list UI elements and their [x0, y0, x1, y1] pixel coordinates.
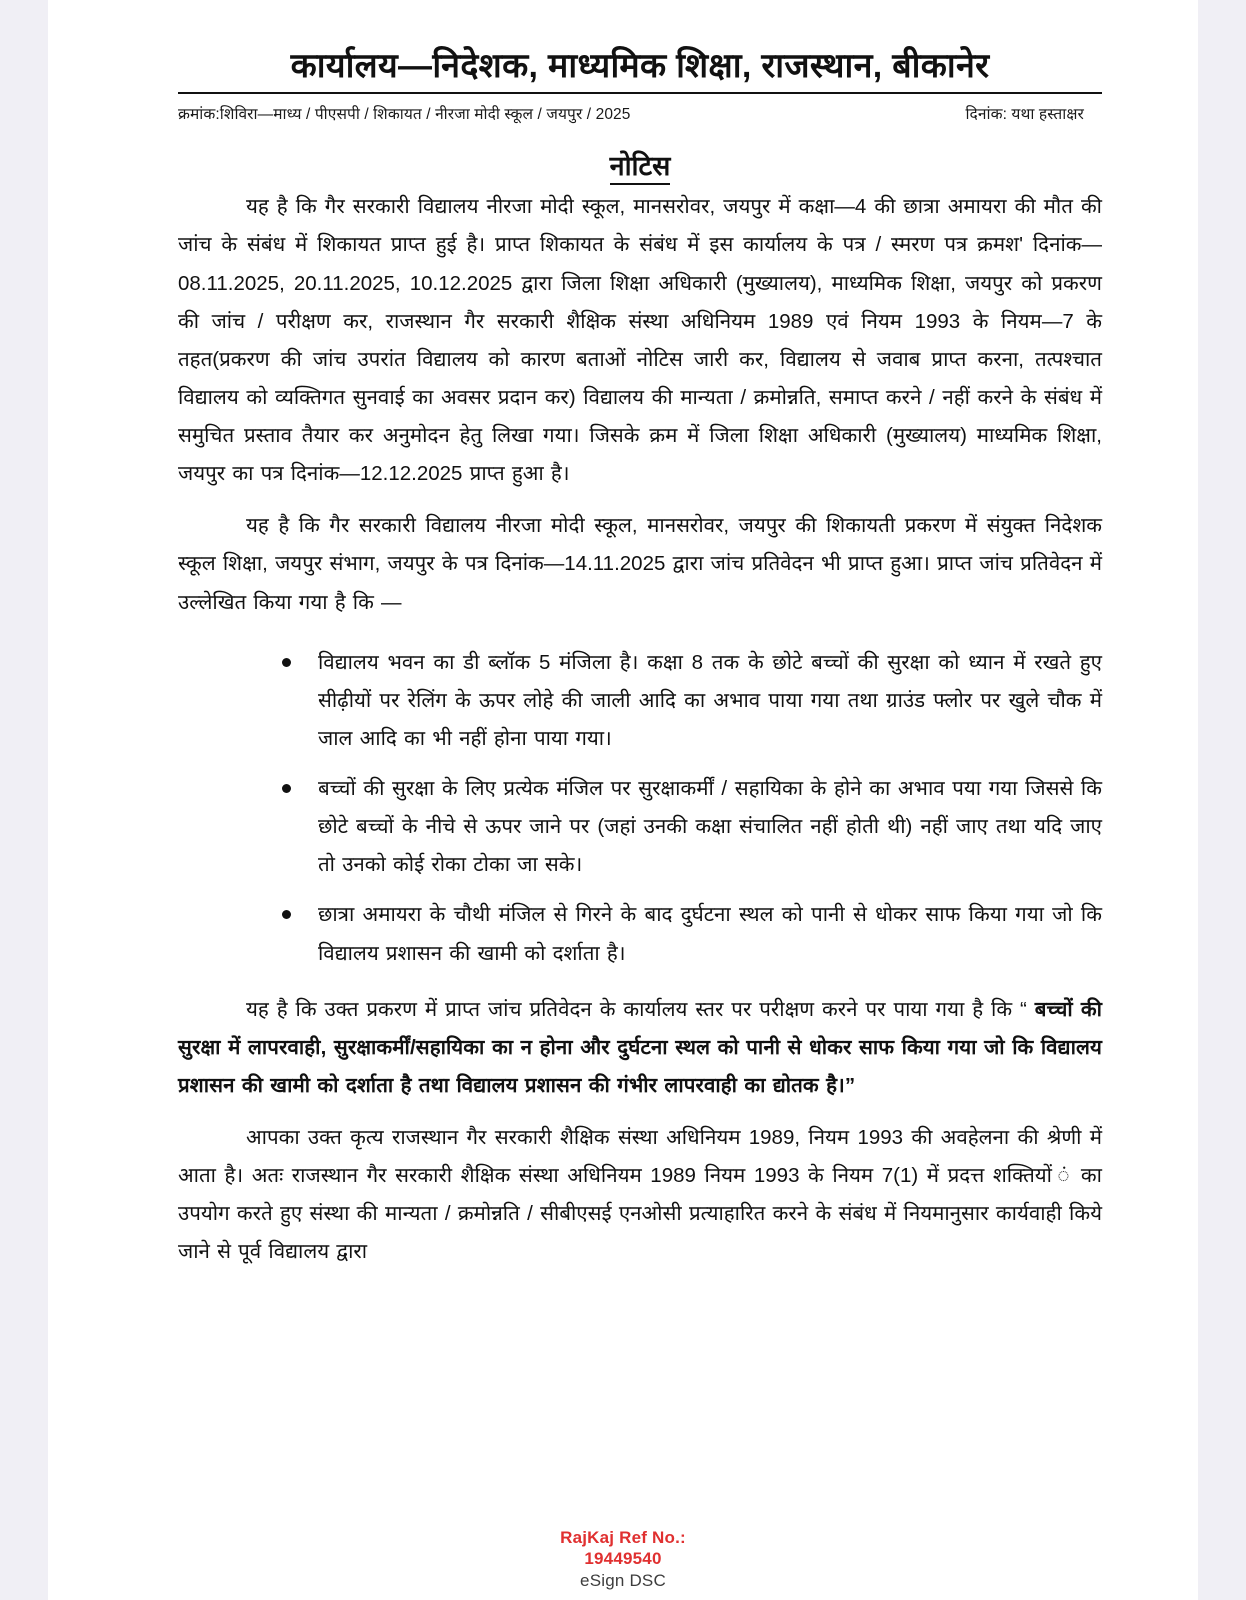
paragraph-4: आपका उक्त कृत्य राजस्थान गैर सरकारी शैक्षिक संस्था अधिनियम 1989, नियम 1993 की अवहेलना की श्रेणी में आता है। अतः राजस्थान गैर सरकारी शैक्षिक संस्था अधिनियम 1989 नियम 1993 के नियम 7(1) में प्रदत्त शक्तियों ं का उपयोग करते हुए संस्था की मान्यता / क्रमोन्नति / सीबीएसई एनओसी प्रत्याहारित करने के संबंध में नियमानुसार कार्यवाही किये जाने से पूर्व विद्यालय द्वारा [178, 1126, 1102, 1264]
rajkaj-ref-number: 19449540 [584, 1548, 662, 1568]
notice-heading-text: नोटिस [610, 151, 671, 185]
notice-heading [178, 150, 1102, 182]
reference-number: क्रमांक:शिविरा—माध्य / पीएसपी / शिकायत / नीरजा मोदी स्कूल / जयपुर / 2025 [178, 105, 631, 123]
document-page [48, 0, 1198, 1600]
document-body [178, 188, 1102, 1271]
page-content [48, 0, 1198, 1272]
list-item [282, 896, 1102, 972]
bullet-dot-icon [282, 658, 291, 667]
bullet-dot-icon [282, 910, 291, 919]
list-item-text: छात्रा अमायरा के चौथी मंजिल से गिरने के बाद दुर्घटना स्थल को पानी से धोकर साफ किया गया जो कि विद्यालय प्रशासन की खामी को दर्शाता है। [318, 903, 1102, 965]
list-item [282, 770, 1102, 884]
date-line: दिनांक: यथा हस्ताक्षर [965, 105, 1084, 123]
paragraph-3-prefix: यह है कि उक्त प्रकरण में प्राप्त जांच प्रतिवेदन के कार्यालय स्तर पर परीक्षण करने पर पाया गया है कि “ [246, 997, 1035, 1021]
list-item-text: विद्यालय भवन का डी ब्लॉक 5 मंजिला है। कक्षा 8 तक के छोटे बच्चों की सुरक्षा को ध्यान में रखते हुए सीढ़ीयों पर रेलिंग के ऊपर लोहे की जाली आदि का अभाव पाया गया तथा ग्राउंड फ्लोर पर खुले चौक में जाल आदि का भी नहीं होना पाया गया। [318, 650, 1102, 750]
esign-dsc-label: eSign DSC [580, 1571, 666, 1591]
rajkaj-stamp [48, 1528, 1198, 1592]
paragraph-3-quote: बच्चों की सुरक्षा में लापरवाही, सुरक्षाकर्मीं/सहायिका का न होना और दुर्घटना स्थल को पानी से धोकर साफ किया गया जो कि विद्यालय प्रशासन की खामी को दर्शाता है तथा विद्यालय प्रशासन की गंभीर लापरवाही का द्योतक है।” [178, 997, 1102, 1097]
bullet-dot-icon [282, 784, 291, 793]
list-item-text: बच्चों की सुरक्षा के लिए प्रत्येक मंजिल पर सुरक्षाकर्मीं / सहायिका के होने का अभाव पया गया जिससे कि छोटे बच्चों के नीचे से ऊपर जाने पर (जहां उनकी कक्षा संचालित नहीं होती थी) नहीं जाए तथा यदि जाए तो उनको कोई रोका टोका जा सके। [318, 777, 1102, 877]
document-meta-row [178, 102, 1102, 124]
list-item [282, 644, 1102, 758]
paragraph-3 [178, 991, 1102, 1105]
office-title: कार्यालय—निदेशक, माध्यमिक शिक्षा, राजस्थान, बीकानेर [178, 44, 1102, 94]
findings-list [178, 644, 1102, 973]
rajkaj-ref-label: RajKaj Ref No.: [560, 1527, 686, 1547]
paragraph-1: यह है कि गैर सरकारी विद्यालय नीरजा मोदी स्कूल, मानसरोवर, जयपुर में कक्षा—4 की छात्रा अमायरा की मौत की जांच के संबंध में शिकायत प्राप्त हुई है। प्राप्त शिकायत के संबंध में इस कार्यालय के पत्र / स्मरण पत्र क्रमश' दिनांक—08.11.2025, 20.11.2025, 10.12.2025 द्वारा जिला शिक्षा अधिकारी (मुख्यालय), माध्यमिक शिक्षा, जयपुर को प्रकरण की जांच / परीक्षण कर, राजस्थान गैर सरकारी शैक्षिक संस्था अधिनियम 1989 एवं नियम 1993 के नियम—7 के तहत(प्रकरण की जांच उपरांत विद्यालय को कारण बताओं नोटिस जारी कर, विद्यालय से जवाब प्राप्त करना, तत्पश्चात विद्यालय को व्यक्तिगत सुनवाई का अवसर प्रदान कर) विद्यालय की मान्यता / क्रमोन्नति, समाप्त करने / नहीं करने के संबंध में समुचित प्रस्ताव तैयार कर अनुमोदन हेतु लिखा गया। जिसके क्रम में जिला शिक्षा अधिकारी (मुख्यालय) माध्यमिक शिक्षा, जयपुर का पत्र दिनांक—12.12.2025 प्राप्त हुआ है। [178, 195, 1102, 486]
paragraph-2: यह है कि गैर सरकारी विद्यालय नीरजा मोदी स्कूल, मानसरोवर, जयपुर की शिकायती प्रकरण में संयुक्त निदेशक स्कूल शिक्षा, जयपुर संभाग, जयपुर के पत्र दिनांक—14.11.2025 द्वारा जांच प्रतिवेदन भी प्राप्त हुआ। प्राप्त जांच प्रतिवेदन में उल्लेखित किया गया है कि — [178, 514, 1102, 614]
